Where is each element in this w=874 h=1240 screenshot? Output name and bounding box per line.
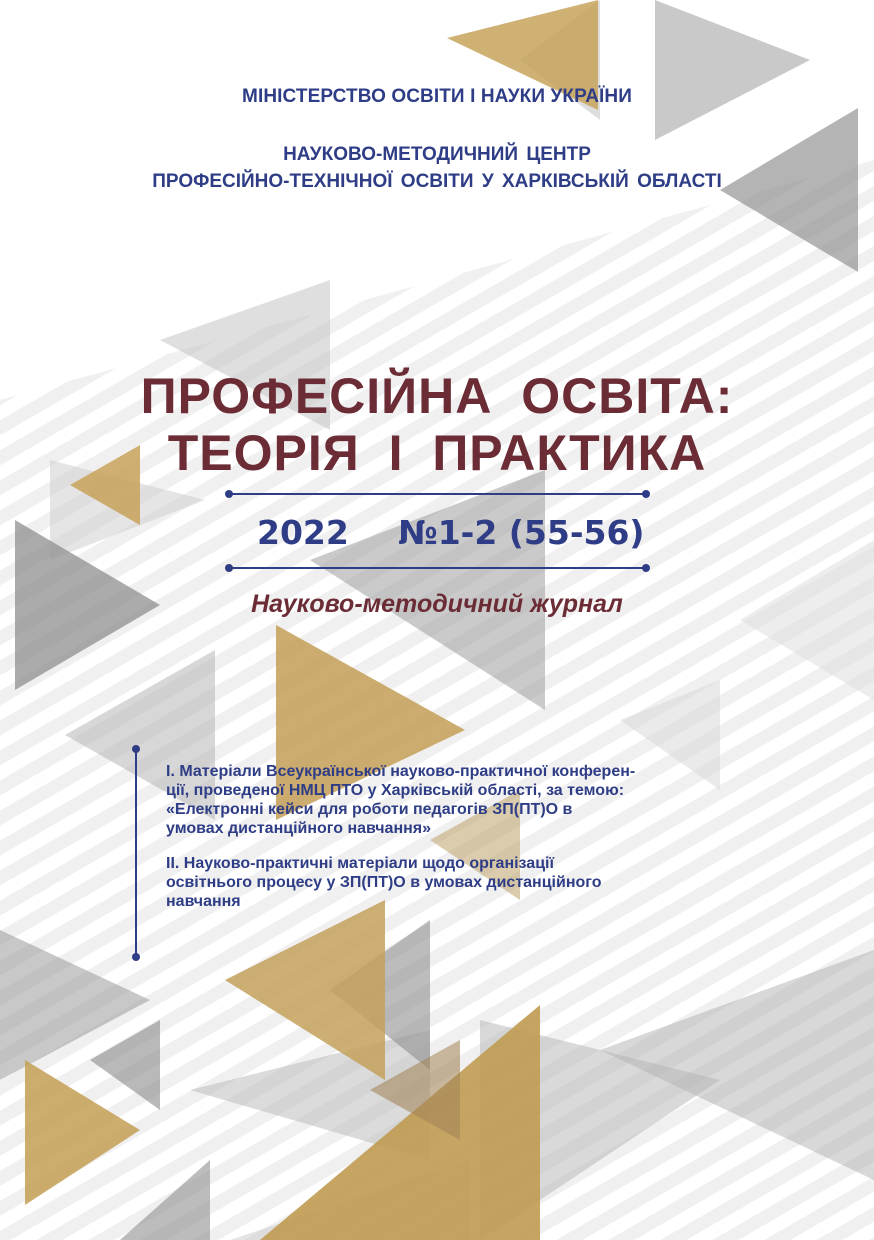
contents-item-1: I. Матеріали Всеукраїнської науково-практичної конферен- ції, проведеної НМЦ ПТО у Харківській області, за темою: «Електронні кейси для роботи педагогів ЗП(ПТ)О в умовах дистанційного навчання» (166, 763, 636, 837)
journal-title-line-2: ТЕОРІЯ І ПРАКТИКА (167, 425, 707, 481)
contents-list (166, 762, 751, 911)
publisher-line-1: НАУКОВО-МЕТОДИЧНИЙ ЦЕНТР (283, 144, 591, 165)
issue-number: №1-2 (55-56) (398, 513, 645, 552)
ministry-name: МІНІСТЕРСТВО ОСВІТИ І НАУКИ УКРАЇНИ (242, 86, 632, 107)
publisher-block (0, 141, 874, 195)
contents-line (135, 748, 137, 958)
bottom-divider (228, 567, 647, 569)
journal-title (0, 368, 874, 482)
journal-title-line-1: ПРОФЕСІЙНА ОСВІТА: (140, 368, 734, 424)
publisher-line-2: ПРОФЕСІЙНО-ТЕХНІЧНОЇ ОСВІТИ У ХАРКІВСЬКІЙ ОБЛАСТІ (152, 171, 722, 192)
journal-type: Науково-методичний журнал (251, 590, 623, 618)
contents-item-2: II. Науково-практичні матеріали щодо організації освітнього процесу у ЗП(ПТ)О в умовах дистанційного навчання (166, 855, 602, 910)
top-divider (228, 493, 647, 495)
issue-year: 2022 (257, 513, 349, 552)
